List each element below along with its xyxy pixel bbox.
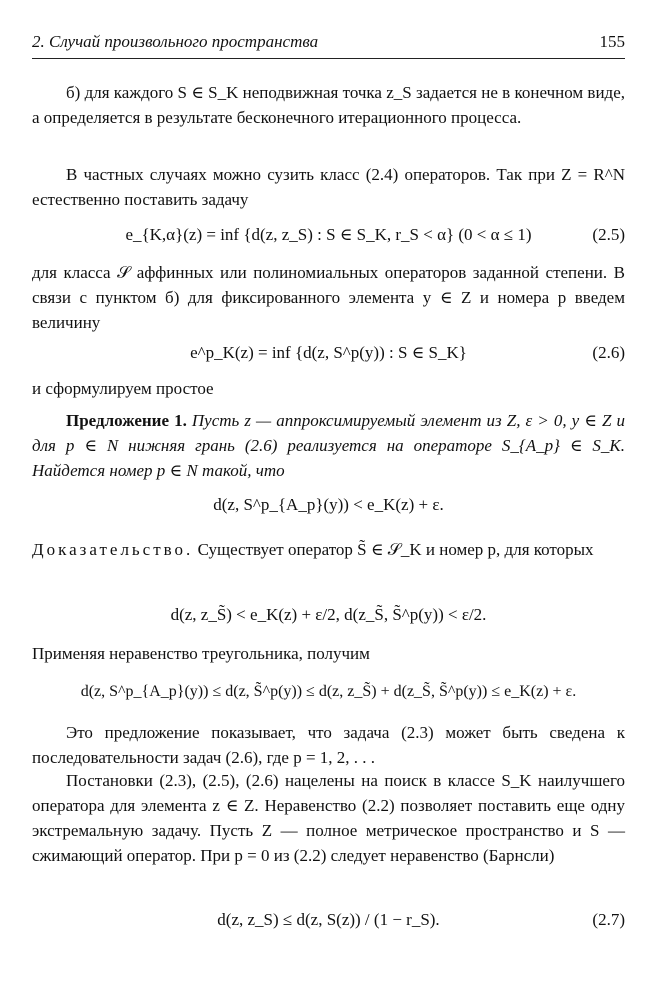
proof-text: Существует оператор S̃ ∈ 𝒮_K и номер p, для которых: [197, 540, 594, 559]
equation-proof: [32, 595, 625, 635]
equation-triangle: [32, 674, 625, 710]
paragraph-4: и сформулируем простое: [32, 379, 214, 398]
equation-proposition-body: d(z, S^p_{A_p}(y)) < e_K(z) + ε.: [213, 495, 444, 514]
equation-2-5-body: e_{K,α}(z) = inf {d(z, z_S) : S ∈ S_K, r_S < α} (0 < α ≤ 1): [125, 225, 532, 244]
equation-2-6-number: (2.6): [592, 343, 625, 362]
equation-triangle-body: d(z, S^p_{A_p}(y)) ≤ d(z, S̃^p(y)) ≤ d(z, z_S̃) + d(z_S̃, S̃^p(y)) ≤ e_K(z) + ε.: [80, 683, 577, 700]
equation-2-6-body: e^p_K(z) = inf {d(z, S^p(y)) : S ∈ S_K}: [190, 343, 467, 362]
proof-label: Доказательство.: [32, 540, 194, 559]
proposition-label: Предложение 1.: [66, 411, 187, 430]
proposition-text: Пусть z — аппроксимируемый элемент из Z, ε > 0, y ∈ Z и для p ∈ N нижняя грань (2.6) реализуется на операторе S_{A_p} ∈ S_K. Найдется номер p ∈ N такой, что: [32, 411, 626, 480]
equation-proof-body: d(z, z_S̃) < e_K(z) + ε/2, d(z_S̃, S̃^p(y)) < ε/2.: [170, 605, 487, 624]
proof-paragraph: [32, 537, 625, 562]
paragraph-3: для класса 𝒮 аффинных или полиномиальных операторов заданной степени. В связи с пунктом б) для фиксированного элемента y ∈ Z и номера p введем величину: [32, 263, 625, 332]
paragraph-1: б) для каждого S ∈ S_K неподвижная точка z_S задается не в конечном виде, а определяется в результате бесконечного итерационного процесса.: [32, 83, 625, 127]
paragraph-7: Применяя неравенство треугольника, получим: [32, 644, 370, 663]
running-header: [32, 32, 625, 59]
paragraph-9: Постановки (2.3), (2.5), (2.6) нацелены на поиск в классе S_K наилучшего оператора для элемента z ∈ Z. Неравенство (2.2) позволяет поставить еще одну экстремальную задачу. Пусть Z — полное метрическое пространство и S — сжимающий оператор. При p = 0 из (2.2) следует неравенство (Барнсли): [32, 771, 625, 865]
equation-2-5-number: (2.5): [592, 225, 625, 244]
equation-2-7-number: (2.7): [592, 910, 625, 929]
equation-proposition: [32, 490, 625, 520]
chapter-title: 2. Случай произвольного пространства: [32, 32, 319, 51]
equation-2-7: [32, 900, 625, 940]
paragraph-8: Это предложение показывает, что задача (2.3) может быть сведена к последовательности задач (2.6), где p = 1, 2, . . .: [32, 723, 625, 767]
paragraph-2: В частных случаях можно сузить класс (2.4) операторов. Так при Z = R^N естественно поставить задачу: [32, 165, 625, 209]
proposition-1: [32, 408, 625, 483]
book-page: [32, 0, 625, 1000]
equation-2-6: [32, 338, 625, 368]
equation-2-7-body: d(z, z_S) ≤ d(z, S(z)) / (1 − r_S).: [217, 910, 440, 929]
equation-2-5: [32, 220, 625, 250]
page-number: 155: [599, 32, 625, 51]
